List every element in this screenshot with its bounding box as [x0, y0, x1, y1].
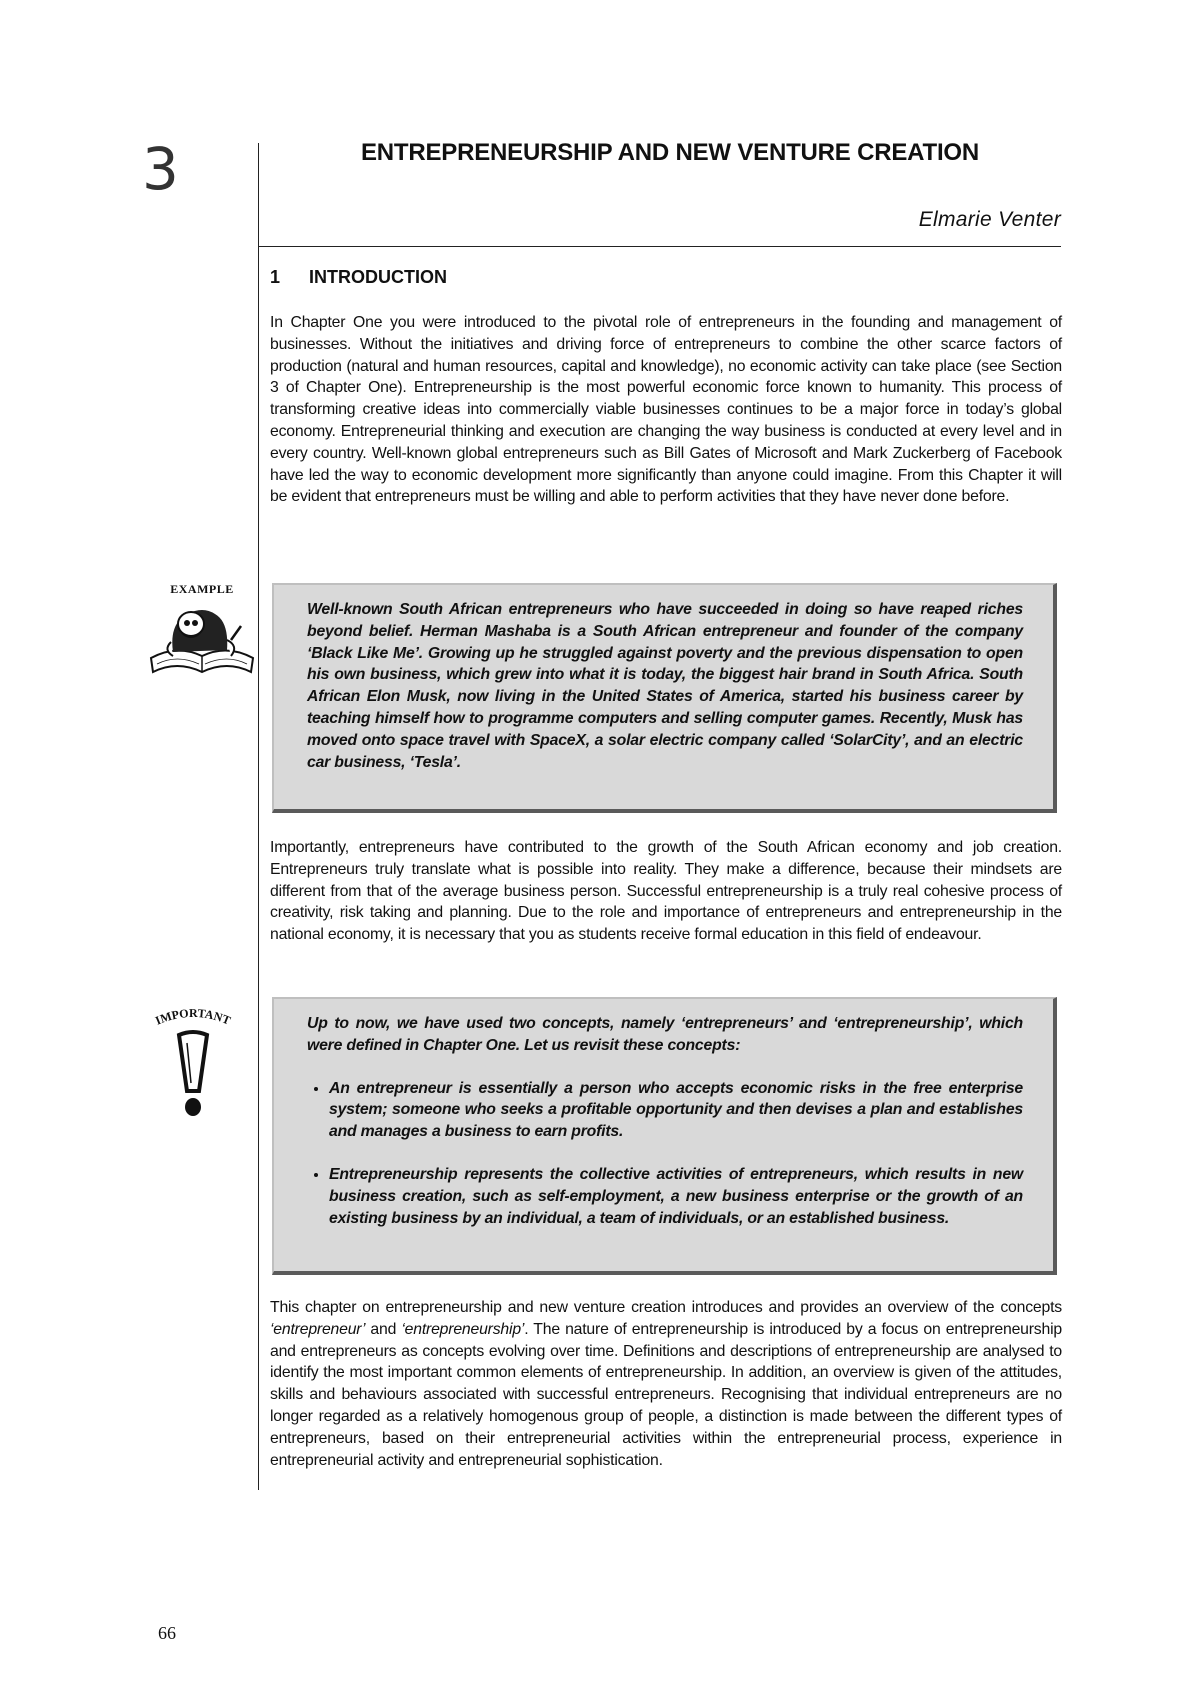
important-icon — [143, 1003, 243, 1121]
term-entrepreneur: ‘entrepreneur’ — [270, 1320, 366, 1338]
example-icon — [143, 580, 261, 682]
page-number: 66 — [158, 1623, 176, 1643]
intro-paragraph-1: In Chapter One you were introduced to the pivotal role of entrepreneurs in the founding and management of businesses. Without the initiatives and driving force of entrepreneurs to combine the other scarce factors of production (natural and human resources, capital and knowledge), no economic activity can take place (see Section 3 of Chapter One). Entrepreneurship is the most powerful economic force known to humanity. This process of transforming creative ideas into commercially viable businesses continues to be a major force in today’s global economy. Entrepreneurial thinking and execution are changing the way business is conducted at every level and in every country. Well-known global entrepreneurs such as Bill Gates of Microsoft and Mark Zuckerberg of Facebook have led the way to economic development more significantly than anyone could imagine. From this Chapter it will be evident that entrepreneurs must be willing and able to perform activities that they have never done before. — [270, 314, 1062, 506]
list-item: • An entrepreneur is essentially a person who accepts economic risks in the free enterprise system; someone who seeks a profitable opportunity and then devises a plan and establishes and manages a business to earn profits. — [329, 1078, 1023, 1143]
example-callout-text: Well-known South African entrepreneurs who have succeeded in doing so have reaped riches beyond belief. Herman Mashaba is a South African entrepreneur and founder of the company ‘Black Like Me’. Growing up he struggled against poverty and the previous dispensation to open his own business, which grew into what it is today, the biggest hair brand in South Africa. South African Elon Musk, now living in the United States of America, started his business career by teaching himself how to programme computers and selling computer games. Recently, Musk has moved onto space travel with SpaceX, a solar electric company called ‘SolarCity’, and an electric car business, ‘Tesla’. — [307, 601, 1023, 771]
header-divider — [258, 246, 1061, 247]
example-icon-label: EXAMPLE — [170, 582, 234, 596]
paragraph-text: This chapter on entrepreneurship and new venture creation introduces and provides an overview of the concepts — [270, 1299, 1062, 1316]
paragraph-text: and — [365, 1320, 402, 1338]
important-callout — [272, 997, 1057, 1275]
chapter-author: Elmarie Venter — [918, 208, 1061, 231]
section-number: 1 — [270, 267, 281, 287]
section-title: INTRODUCTION — [309, 267, 447, 287]
paragraph-text: . The nature of entrepreneurship is introduced by a focus on entrepreneurship and entrepreneurs as concepts evolving over time. Definitions and descriptions of entrepreneurship are analysed to identify the most important common elements of entrepreneurship. In addition, an overview is given of the attitudes, skills and behaviours associated with successful entrepreneurs. Recognising that individual entrepreneurs are no longer regarded as a relatively homogenous group of people, a distinction is made between the different types of entrepreneurs, based on their entrepreneurial activities within the entrepreneurial process, experience in entrepreneurial activity and entrepreneurial sophistication. — [270, 1320, 1062, 1469]
intro-paragraph-2: Importantly, entrepreneurs have contributed to the growth of the South African economy and job creation. Entrepreneurs truly translate what is possible into reality. They make a difference, because their mindsets are different from that of the average business person. Successful entrepreneurship is a truly real cohesive process of creativity, risk taking and planning. Due to the role and importance of entrepreneurs and entrepreneurship in the national economy, it is necessary that you as students receive formal education in this field of endeavour. — [270, 839, 1062, 944]
list-item: • Entrepreneurship represents the collective activities of entrepreneurs, which results in new business creation, such as self-employment, a new business enterprise or the growth of an existing business by an individual, a team of individuals, or an established business. — [329, 1164, 1023, 1229]
chapter-title: ENTREPRENEURSHIP AND NEW VENTURE CREATION — [360, 139, 980, 166]
term-entrepreneurship: ‘entrepreneurship’ — [401, 1320, 525, 1338]
important-callout-intro: Up to now, we have used two concepts, namely ‘entrepreneurs’ and ‘entrepreneurship’, which were defined in Chapter One. Let us revisit these concepts: — [307, 1015, 1023, 1054]
intro-paragraph-3 — [270, 1297, 1062, 1471]
section-heading — [270, 267, 447, 288]
important-callout-list — [307, 1078, 1023, 1230]
chapter-number: 3 — [142, 135, 179, 203]
vertical-divider — [258, 143, 259, 1490]
important-icon-label: IMPORTANT — [153, 1005, 233, 1028]
example-callout — [272, 583, 1057, 813]
